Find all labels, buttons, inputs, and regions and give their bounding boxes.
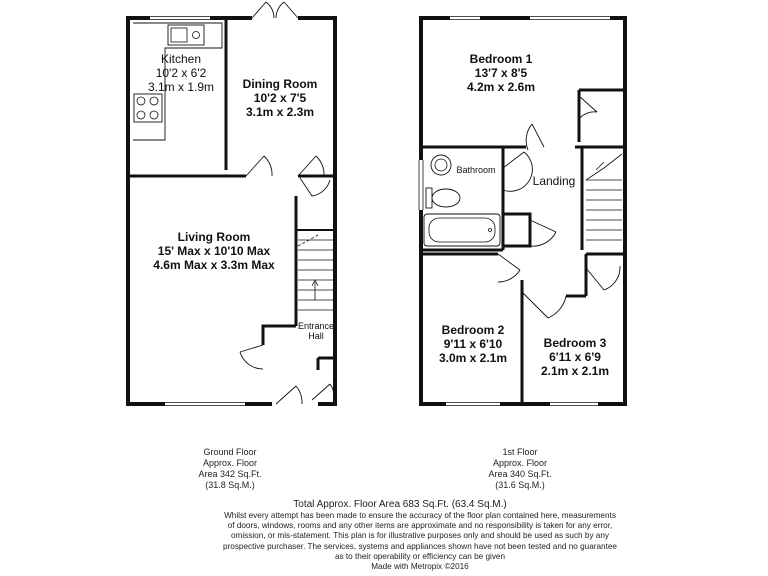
- bathroom-basin: [431, 155, 451, 175]
- dining-room-imperial: 10'2 x 7'5: [253, 91, 307, 105]
- bedroom3-name: Bedroom 3: [543, 336, 607, 350]
- bedroom1-metric: 4.2m x 2.6m: [466, 80, 536, 94]
- bedroom3-imperial: 6'11 x 6'9: [549, 350, 601, 364]
- first-floor-caption-line2: Approx. Floor: [492, 458, 548, 468]
- hall-door-swing: [240, 345, 263, 369]
- living-room-metric: 4.6m Max x 3.3m Max: [153, 258, 275, 272]
- first-floor-caption: [470, 447, 570, 491]
- entrance-hall-wall: [263, 326, 296, 345]
- disclaimer-line3: omission, or mis-statement. This plan is for illustrative purposes only and should be used as such by any: [230, 531, 610, 541]
- living-door-swing: [246, 156, 272, 176]
- disclaimer-line6: Made with Metropix ©2016: [371, 562, 469, 572]
- bedroom2-name: Bedroom 2: [441, 323, 505, 337]
- bedroom1-wardrobe: [579, 90, 625, 142]
- airing-cupboard: [503, 214, 530, 246]
- bedroom2-imperial: 9'11 x 6'10: [443, 337, 503, 351]
- porch-door-swing: [312, 384, 334, 400]
- dining-room-metric: 3.1m x 2.3m: [245, 105, 315, 119]
- living-room-name: Living Room: [177, 230, 251, 244]
- first-floor-caption-line4: (31.6 Sq.M.): [495, 480, 545, 490]
- kitchen-imperial: 10'2 x 6'2: [155, 66, 207, 80]
- ground-floor-caption-line2: Approx. Floor: [202, 458, 258, 468]
- cupboard-door-swing: [300, 178, 330, 196]
- kitchen-name: Kitchen: [160, 52, 202, 66]
- bathroom-name: Bathroom: [456, 165, 496, 175]
- disclaimer-line1: Whilst every attempt has been made to ensure the accuracy of the floor plan contained here, measurements: [224, 511, 616, 520]
- first-floor-caption-line1: 1st Floor: [502, 447, 538, 457]
- bathroom-door-swing: [503, 152, 532, 191]
- ground-stairs: [298, 234, 333, 310]
- dining-door-swing: [298, 156, 324, 176]
- ground-floor-caption-line1: Ground Floor: [203, 447, 257, 457]
- bedroom3-door-swing: [522, 292, 566, 318]
- entrance-hall-label-2: Hall: [308, 331, 324, 341]
- bedroom1-door-swing: [526, 124, 544, 150]
- bedroom2-door-swing: [498, 254, 520, 282]
- total-floor-area: Total Approx. Floor Area 683 Sq.Ft. (63.4 Sq.M.): [293, 499, 507, 510]
- landing-name: Landing: [532, 174, 576, 188]
- disclaimer-line2: of doors, windows, rooms and any other items are approximate and no responsibility is taken for any error,: [227, 521, 613, 531]
- toilet-bowl: [432, 189, 460, 207]
- bedroom3-metric: 2.1m x 2.1m: [540, 364, 610, 378]
- cupboard-door-swing-first: [530, 220, 556, 246]
- bedroom1-imperial: 13'7 x 8'5: [474, 66, 528, 80]
- entrance-hall-label-1: Entrance: [297, 321, 335, 331]
- ground-floor-caption-line4: (31.8 Sq.M.): [205, 480, 255, 490]
- disclaimer-line5: as to their operability or efficiency can be given: [334, 551, 506, 561]
- bedroom2-metric: 3.0m x 2.1m: [438, 351, 508, 365]
- front-door-swing: [276, 386, 302, 404]
- ground-floor-caption-line3: Area 342 Sq.Ft.: [198, 469, 262, 479]
- disclaimer-line4: prospective purchaser. The services, systems and appliances shown have not been tested and no guarantee: [222, 541, 617, 551]
- bedroom3-cupboard-swing: [586, 266, 620, 290]
- ground-floor-plan: [128, 2, 335, 406]
- bedroom1-name: Bedroom 1: [469, 52, 533, 66]
- first-stairs: [586, 154, 622, 240]
- ground-floor-caption: [180, 447, 280, 491]
- disclaimer: [190, 511, 650, 572]
- living-room-imperial: 15' Max x 10'10 Max: [157, 244, 271, 258]
- kitchen-metric: 3.1m x 1.9m: [147, 80, 215, 94]
- toilet-cistern: [426, 188, 432, 208]
- dining-room-name: Dining Room: [242, 77, 318, 91]
- first-floor-caption-line3: Area 340 Sq.Ft.: [488, 469, 552, 479]
